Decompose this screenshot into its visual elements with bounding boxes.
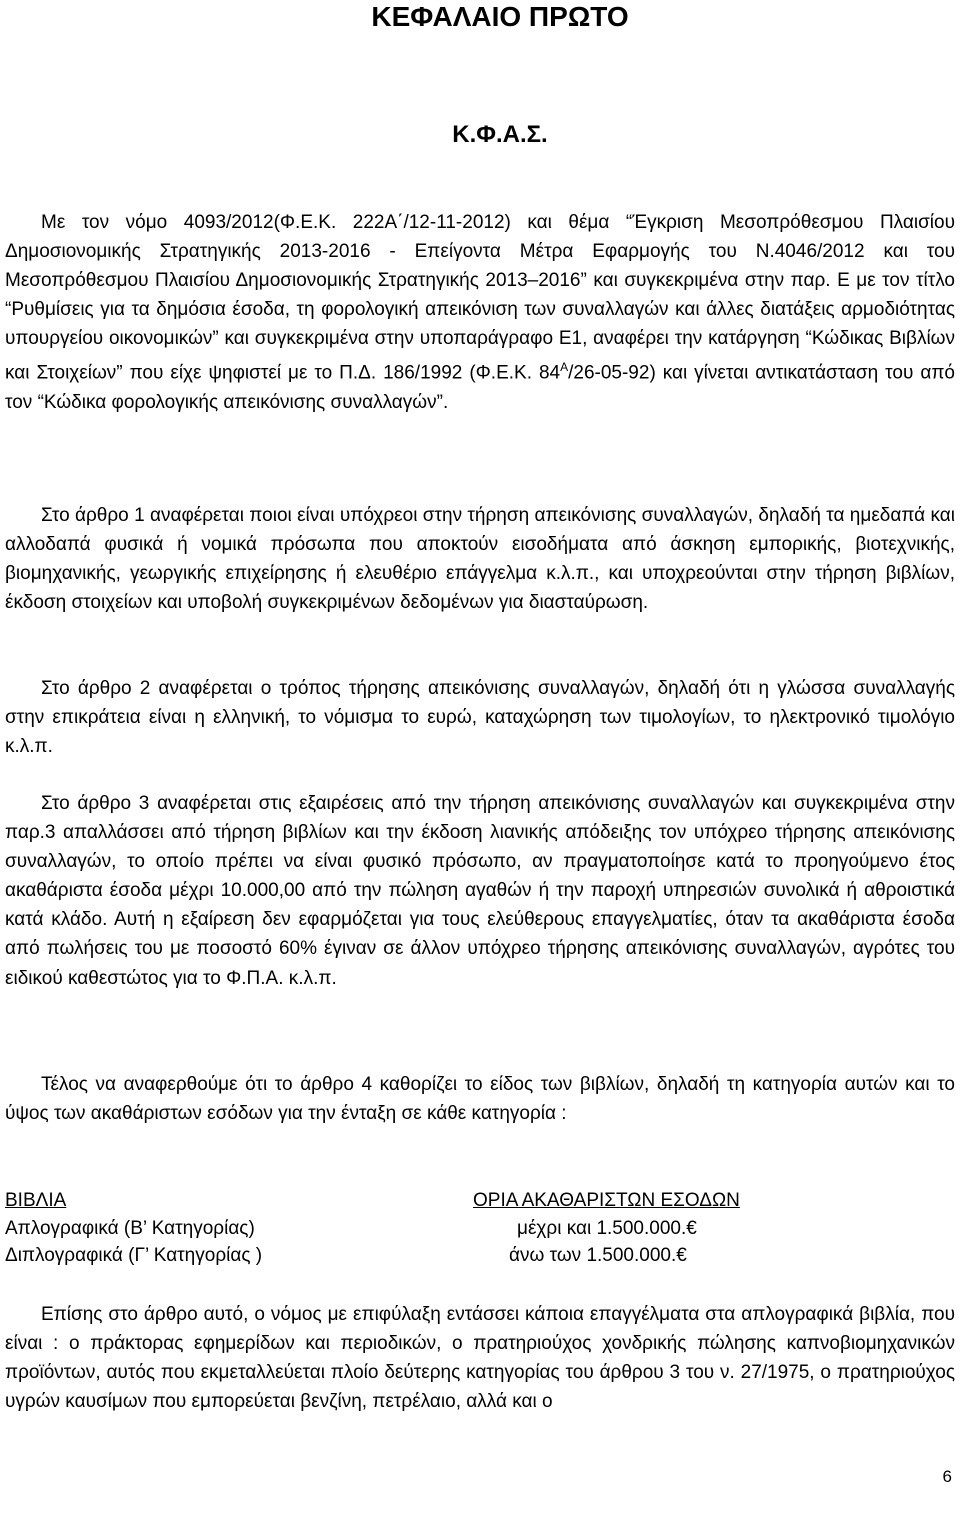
paragraph-text-tail: /26-05-92) και γίνεται αντικατάσταση του από τον “Κώδικα φορολογικής απεικόνισης συναλλαγών”. <box>5 362 955 413</box>
paragraph-article-4 <box>5 1070 955 1128</box>
paragraph-article-3 <box>5 789 955 993</box>
paragraph-text: Στο άρθρο 3 αναφέρεται στις εξαιρέσεις από την τήρηση απεικόνισης συναλλαγών και συγκεκριμένα στην παρ.3 απαλλάσσει από τήρηση βιβλίων και την έκδοση λιανικής απόδειξης τον υπόχρεο τήρησης απεικόνισης συναλλαγών, το οποίο πρέπει να είναι φυσικό πρόσωπο, αν πραγματοποίησε κατά το προηγούμενο έτος ακαθάριστα έσοδα μέχρι 10.000,00 από την πώληση αγαθών ή την παροχή υπηρεσιών συνολικά ή αθροιστικά κατά κλάδο. Αυτή η εξαίρεση δεν εφαρμόζεται για τους ελεύθερους επαγγελματίες, όταν τα ακαθάριστα έσοδα από πωλήσεις του με ποσοστό 60% έγιναν σε άλλον υπόχρεο τήρησης απεικόνισης συναλλαγών, αγρότες του ειδικού καθεστώτος για το Φ.Π.Α. κ.λ.π. <box>5 793 955 989</box>
header-gross-revenue-limits: ΟΡΙΑ ΑΚΑΘΑΡΙΣΤΩΝ ΕΣΟΔΩΝ <box>473 1190 740 1211</box>
paragraph-text: Στο άρθρο 1 αναφέρεται ποιοι είναι υπόχρεοι στην τήρηση απεικόνισης συναλλαγών, δηλαδή τα ημεδαπά και αλλοδαπά φυσικά ή νομικά πρόσωπα που αποκτούν εισοδήματα από άσκηση εμπορικής, βιοτεχνικής, βιομηχανικής, γεωργικής επιχείρησης ή ελευθέριο επάγγελμα κ.λ.π., και υποχρεούνται στην τήρηση βιβλίων, έκδοση στοιχείων και υποβολή συγκεκριμένων δεδομένων για διασταύρωση. <box>5 505 955 614</box>
books-limits-table <box>5 1187 955 1270</box>
revenue-limit: άνω των 1.500.000.€ <box>509 1245 687 1266</box>
paragraph-text: Επίσης στο άρθρο αυτό, ο νόμος με επιφύλαξη εντάσσει κάποια επαγγέλματα στα απλογραφικά βιβλία, που είναι : ο πράκτορας εφημερίδων και περιοδικών, ο πρατηριούχος χονδρικής πώλησης καπνοβιομηχανικών προϊόντων, αυτός που εκμεταλλεύεται πλοίο δεύτερης κατηγορίας του άρθρου 3 του ν. 27/1975, ο πρατηριούχος υγρών καυσίμων που εμπορεύεται βενζίνη, πετρέλαιο, αλλά και ο <box>5 1304 955 1413</box>
page-number: 6 <box>942 1467 952 1486</box>
table-row <box>5 1215 955 1243</box>
paragraph-text: Στο άρθρο 2 αναφέρεται ο τρόπος τήρησης απεικόνισης συναλλαγών, δηλαδή ότι η γλώσσα συναλλαγής στην επικράτεια είναι η ελληνική, το νόμισμα το ευρώ, καταχώρηση των τιμολογίων, το ηλεκτρονικό τιμολόγιο κ.λ.π. <box>5 678 955 758</box>
table-header-row <box>5 1187 955 1215</box>
paragraph-simplified-books-professions <box>5 1300 955 1416</box>
book-category: Απλογραφικά (Β’ Κατηγορίας) <box>5 1217 255 1239</box>
paragraph-article-2 <box>5 674 955 761</box>
paragraph-law-intro <box>5 208 955 417</box>
chapter-title: ΚΕΦΑΛΑΙΟ ΠΡΩΤΟ <box>371 1 629 32</box>
table-row <box>5 1242 955 1270</box>
section-subtitle: Κ.Φ.Α.Σ. <box>452 121 548 148</box>
book-category: Διπλογραφικά (Γ’ Κατηγορίας ) <box>5 1245 263 1266</box>
revenue-limit: μέχρι και 1.500.000.€ <box>517 1217 697 1239</box>
paragraph-text: Με τον νόμο 4093/2012(Φ.Ε.Κ. 222Α΄/12-11-2012) και θέμα “Έγκριση Μεσοπρόθεσμου Πλαισίου Δημοσιονομικής Στρατηγικής 2013-2016 - Επείγοντα Μέτρα Εφαρμογής του Ν.4046/2012 και του Μεσοπρόθεσμου Πλαισίου Δημοσιονομικής Στρατηγικής 2013–2016” και συγκεκριμένα στην παρ. Ε με τον τίτλο “Ρυθμίσεις για τα δημόσια έσοδα, τη φορολογική απεικόνιση των συναλλαγών και άλλες διατάξεις αρμοδιότητας υπουργείου οικονομικών” και συγκεκριμένα στην υποπαράγραφο Ε1, αναφέρει την κατάργηση “Κώδικας Βιβλίων και Στοιχείων” που είχε ψηφιστεί με το Π.Δ. 186/1992 (Φ.Ε.Κ. 84 <box>5 212 955 384</box>
paragraph-article-1 <box>5 501 955 617</box>
superscript-a: Α <box>560 360 569 375</box>
header-books: ΒΙΒΛΙΑ <box>5 1190 67 1211</box>
paragraph-text: Τέλος να αναφερθούμε ότι το άρθρο 4 καθορίζει το είδος των βιβλίων, δηλαδή τη κατηγορία αυτών και το ύψος των ακαθάριστων εσόδων για την ένταξη σε κάθε κατηγορία : <box>5 1074 955 1125</box>
